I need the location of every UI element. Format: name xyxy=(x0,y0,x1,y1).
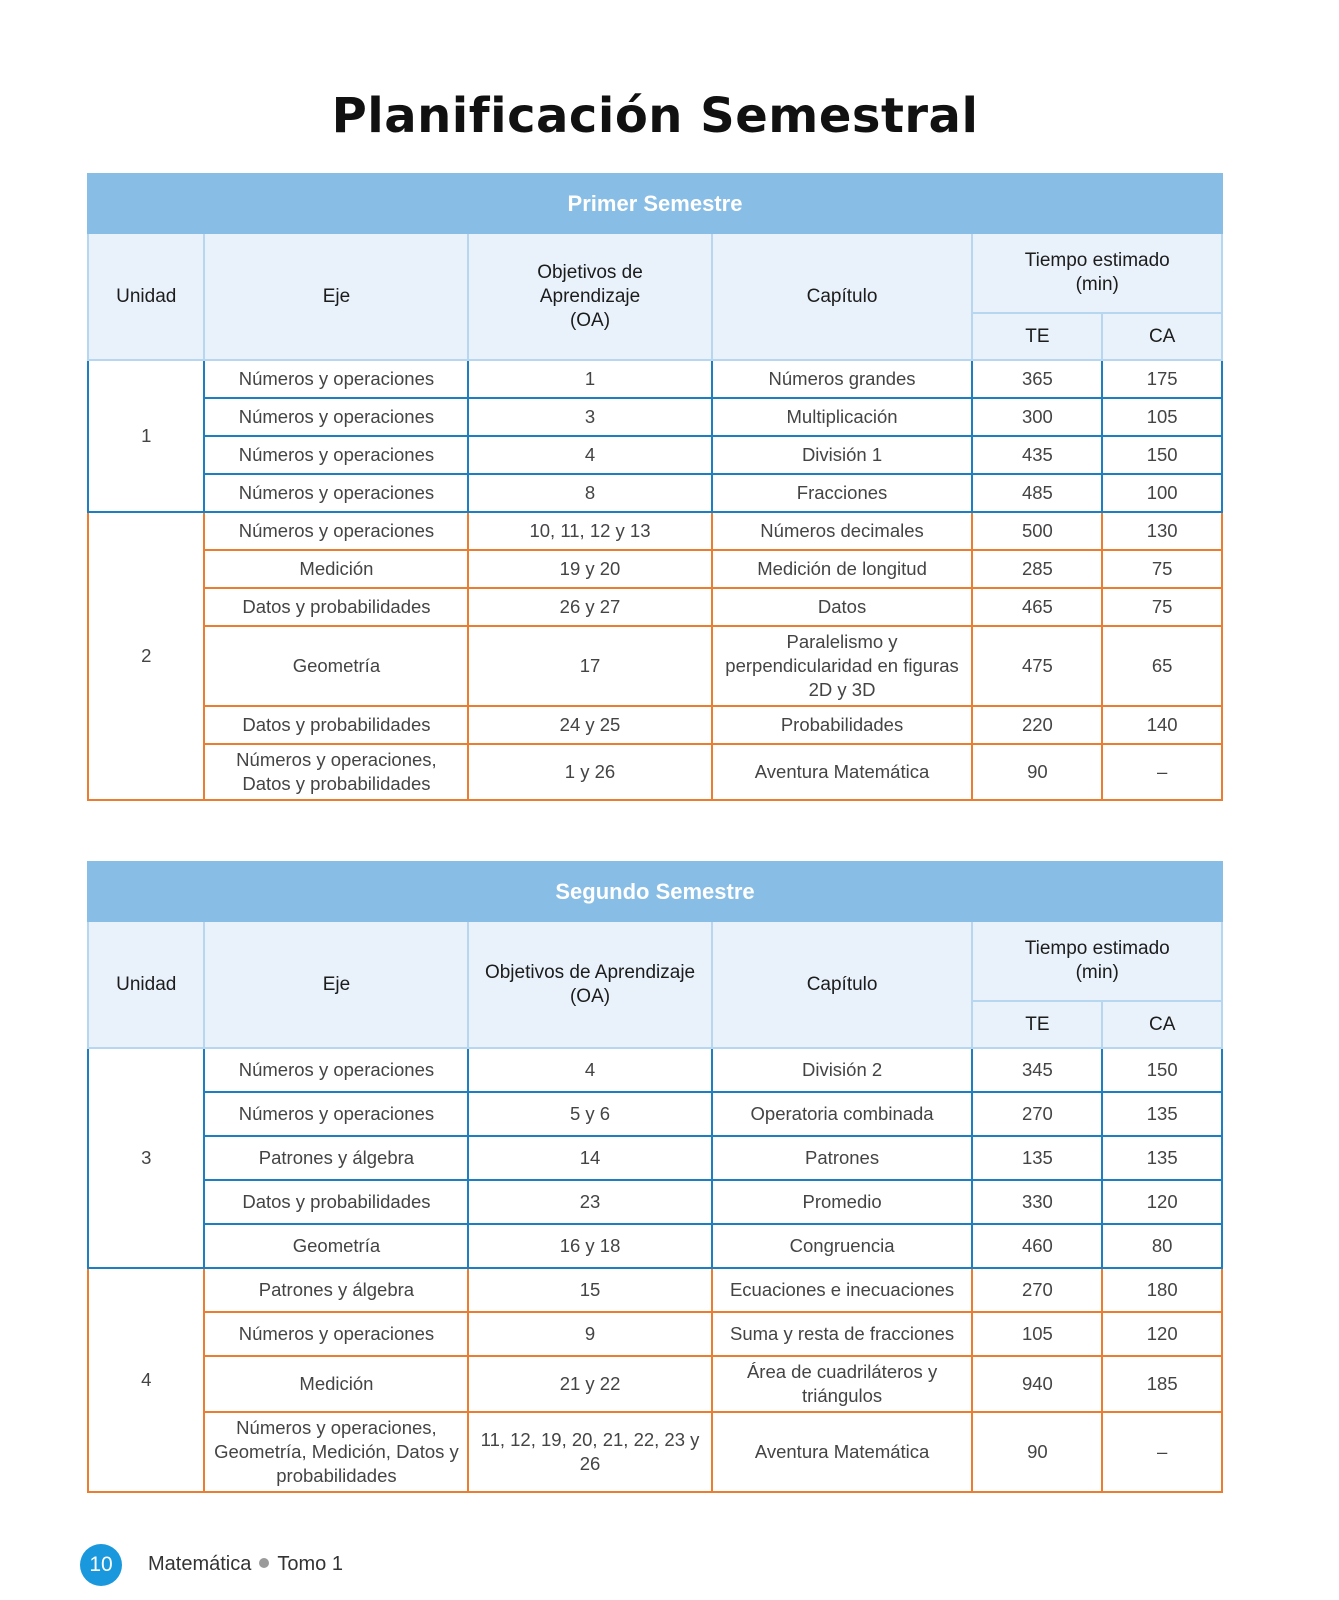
capitulo-cell: Área de cuadriláteros y triángulos xyxy=(712,1356,973,1412)
table-row xyxy=(88,1268,1222,1312)
ca-cell: 80 xyxy=(1102,1224,1222,1268)
capitulo-cell: Patrones xyxy=(712,1136,973,1180)
oa-cell: 24 y 25 xyxy=(468,706,711,744)
header-te: TE xyxy=(972,313,1102,360)
ca-cell: 140 xyxy=(1102,706,1222,744)
table-row xyxy=(88,706,1222,744)
oa-cell: 4 xyxy=(468,436,711,474)
header-te: TE xyxy=(972,1001,1102,1048)
ca-cell: 120 xyxy=(1102,1312,1222,1356)
capitulo-cell: División 2 xyxy=(712,1048,973,1092)
capitulo-cell: Congruencia xyxy=(712,1224,973,1268)
table-row xyxy=(88,474,1222,512)
capitulo-cell: Medición de longitud xyxy=(712,550,973,588)
table-row xyxy=(88,398,1222,436)
ca-cell: 175 xyxy=(1102,360,1222,398)
te-cell: 330 xyxy=(972,1180,1102,1224)
table-row xyxy=(88,512,1222,550)
table-row xyxy=(88,1048,1222,1092)
page-title: Planificación Semestral xyxy=(331,88,979,144)
oa-cell: 23 xyxy=(468,1180,711,1224)
oa-cell: 17 xyxy=(468,626,711,706)
eje-cell: Números y operaciones xyxy=(204,360,468,398)
te-cell: 365 xyxy=(972,360,1102,398)
unit-number: 1 xyxy=(88,360,204,512)
eje-cell: Datos y probabilidades xyxy=(204,706,468,744)
table-row xyxy=(88,1356,1222,1412)
capitulo-cell: Aventura Matemática xyxy=(712,1412,973,1492)
second-semester-table xyxy=(87,861,1223,1493)
table-row xyxy=(88,588,1222,626)
oa-cell: 5 y 6 xyxy=(468,1092,711,1136)
oa-cell: 4 xyxy=(468,1048,711,1092)
bullet-icon xyxy=(259,1558,269,1568)
table-row xyxy=(88,360,1222,398)
header-tiempo: Tiempo estimado (min) xyxy=(972,921,1222,1001)
unit-number: 2 xyxy=(88,512,204,800)
te-cell: 135 xyxy=(972,1136,1102,1180)
unit-number: 4 xyxy=(88,1268,204,1492)
semester-title: Primer Semestre xyxy=(88,174,1222,233)
unit-1-group xyxy=(88,360,1222,512)
oa-cell: 19 y 20 xyxy=(468,550,711,588)
te-cell: 220 xyxy=(972,706,1102,744)
capitulo-cell: Ecuaciones e inecuaciones xyxy=(712,1268,973,1312)
capitulo-cell: Números decimales xyxy=(712,512,973,550)
eje-cell: Números y operaciones xyxy=(204,1312,468,1356)
capitulo-cell: Promedio xyxy=(712,1180,973,1224)
oa-cell: 1 xyxy=(468,360,711,398)
te-cell: 500 xyxy=(972,512,1102,550)
ca-cell: 65 xyxy=(1102,626,1222,706)
eje-cell: Números y operaciones xyxy=(204,474,468,512)
eje-cell: Números y operaciones xyxy=(204,436,468,474)
te-cell: 465 xyxy=(972,588,1102,626)
capitulo-cell: Operatoria combinada xyxy=(712,1092,973,1136)
oa-cell: 8 xyxy=(468,474,711,512)
table-row xyxy=(88,436,1222,474)
eje-cell: Números y operaciones xyxy=(204,1048,468,1092)
ca-cell: – xyxy=(1102,744,1222,800)
te-cell: 270 xyxy=(972,1268,1102,1312)
eje-cell: Números y operaciones xyxy=(204,1092,468,1136)
header-oa: Objetivos de Aprendizaje (OA) xyxy=(468,233,711,360)
oa-cell: 26 y 27 xyxy=(468,588,711,626)
te-cell: 90 xyxy=(972,1412,1102,1492)
capitulo-cell: Datos xyxy=(712,588,973,626)
header-ca: CA xyxy=(1102,313,1222,360)
ca-cell: 100 xyxy=(1102,474,1222,512)
te-cell: 345 xyxy=(972,1048,1102,1092)
header-tiempo: Tiempo estimado (min) xyxy=(972,233,1222,313)
oa-cell: 16 y 18 xyxy=(468,1224,711,1268)
unit-3-group xyxy=(88,1048,1222,1268)
te-cell: 285 xyxy=(972,550,1102,588)
capitulo-cell: Multiplicación xyxy=(712,398,973,436)
table-row xyxy=(88,1224,1222,1268)
footer-volume: Tomo 1 xyxy=(277,1553,343,1575)
oa-cell: 14 xyxy=(468,1136,711,1180)
header-unidad: Unidad xyxy=(88,233,204,360)
ca-cell: 120 xyxy=(1102,1180,1222,1224)
page-number: 10 xyxy=(80,1544,122,1586)
eje-cell: Números y operaciones xyxy=(204,512,468,550)
header-oa: Objetivos de Aprendizaje (OA) xyxy=(468,921,711,1048)
oa-cell: 15 xyxy=(468,1268,711,1312)
oa-cell: 1 y 26 xyxy=(468,744,711,800)
first-semester-table xyxy=(87,173,1223,801)
header-ca: CA xyxy=(1102,1001,1222,1048)
ca-cell: 75 xyxy=(1102,588,1222,626)
header-eje: Eje xyxy=(204,921,468,1048)
table-row xyxy=(88,550,1222,588)
ca-cell: 135 xyxy=(1102,1092,1222,1136)
eje-cell: Números y operaciones xyxy=(204,398,468,436)
table-row xyxy=(88,626,1222,706)
eje-cell: Números y operaciones, Datos y probabilidades xyxy=(204,744,468,800)
header-unidad: Unidad xyxy=(88,921,204,1048)
footer-book-info xyxy=(148,1553,343,1576)
ca-cell: 135 xyxy=(1102,1136,1222,1180)
capitulo-cell: Suma y resta de fracciones xyxy=(712,1312,973,1356)
ca-cell: 130 xyxy=(1102,512,1222,550)
oa-cell: 9 xyxy=(468,1312,711,1356)
eje-cell: Patrones y álgebra xyxy=(204,1268,468,1312)
capitulo-cell: Números grandes xyxy=(712,360,973,398)
semester-title: Segundo Semestre xyxy=(88,862,1222,921)
te-cell: 90 xyxy=(972,744,1102,800)
eje-cell: Medición xyxy=(204,1356,468,1412)
header-eje: Eje xyxy=(204,233,468,360)
ca-cell: 75 xyxy=(1102,550,1222,588)
te-cell: 940 xyxy=(972,1356,1102,1412)
te-cell: 300 xyxy=(972,398,1102,436)
unit-4-group xyxy=(88,1268,1222,1492)
te-cell: 475 xyxy=(972,626,1102,706)
unit-number: 3 xyxy=(88,1048,204,1268)
eje-cell: Datos y probabilidades xyxy=(204,588,468,626)
capitulo-cell: Probabilidades xyxy=(712,706,973,744)
te-cell: 270 xyxy=(972,1092,1102,1136)
eje-cell: Números y operaciones, Geometría, Medición, Datos y probabilidades xyxy=(204,1412,468,1492)
header-capitulo: Capítulo xyxy=(712,233,973,360)
oa-cell: 21 y 22 xyxy=(468,1356,711,1412)
table-row xyxy=(88,1412,1222,1492)
eje-cell: Patrones y álgebra xyxy=(204,1136,468,1180)
ca-cell: 180 xyxy=(1102,1268,1222,1312)
ca-cell: 150 xyxy=(1102,1048,1222,1092)
table-row xyxy=(88,744,1222,800)
ca-cell: 150 xyxy=(1102,436,1222,474)
capitulo-cell: Paralelismo y perpendicularidad en figuras 2D y 3D xyxy=(712,626,973,706)
te-cell: 105 xyxy=(972,1312,1102,1356)
capitulo-cell: Fracciones xyxy=(712,474,973,512)
ca-cell: 185 xyxy=(1102,1356,1222,1412)
ca-cell: 105 xyxy=(1102,398,1222,436)
table-row xyxy=(88,1312,1222,1356)
te-cell: 435 xyxy=(972,436,1102,474)
oa-cell: 3 xyxy=(468,398,711,436)
table-row xyxy=(88,1092,1222,1136)
table-row xyxy=(88,1180,1222,1224)
eje-cell: Medición xyxy=(204,550,468,588)
oa-cell: 11, 12, 19, 20, 21, 22, 23 y 26 xyxy=(468,1412,711,1492)
eje-cell: Datos y probabilidades xyxy=(204,1180,468,1224)
footer-book: Matemática xyxy=(148,1553,252,1575)
te-cell: 460 xyxy=(972,1224,1102,1268)
oa-cell: 10, 11, 12 y 13 xyxy=(468,512,711,550)
capitulo-cell: Aventura Matemática xyxy=(712,744,973,800)
ca-cell: – xyxy=(1102,1412,1222,1492)
te-cell: 485 xyxy=(972,474,1102,512)
capitulo-cell: División 1 xyxy=(712,436,973,474)
header-capitulo: Capítulo xyxy=(712,921,973,1048)
eje-cell: Geometría xyxy=(204,1224,468,1268)
unit-2-group xyxy=(88,512,1222,800)
eje-cell: Geometría xyxy=(204,626,468,706)
table-row xyxy=(88,1136,1222,1180)
